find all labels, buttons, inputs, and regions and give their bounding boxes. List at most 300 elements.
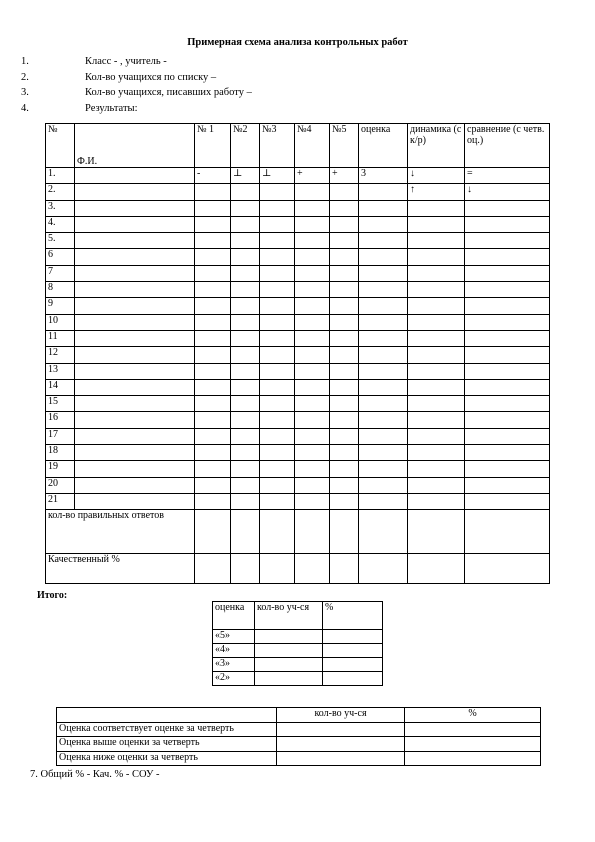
cell <box>195 379 231 395</box>
cell <box>359 379 408 395</box>
row-number: 20 <box>46 477 75 493</box>
cell <box>359 216 408 232</box>
table-row <box>46 330 550 346</box>
cell <box>195 510 231 554</box>
intro-item <box>21 85 252 101</box>
cell <box>408 477 465 493</box>
cell <box>260 493 295 509</box>
cell <box>75 330 195 346</box>
row-number: 1. <box>46 168 75 184</box>
grade-label: «3» <box>213 658 255 672</box>
cell <box>75 298 195 314</box>
cell-task-1: - <box>195 168 231 184</box>
cell <box>195 412 231 428</box>
results-table <box>45 123 550 584</box>
cell <box>330 396 359 412</box>
cell <box>75 216 195 232</box>
item-number: 2. <box>21 71 29 83</box>
cell <box>260 298 295 314</box>
cell <box>465 216 550 232</box>
table-row <box>46 412 550 428</box>
cell <box>195 249 231 265</box>
table-row <box>46 493 550 509</box>
cell <box>231 412 260 428</box>
cell <box>75 379 195 395</box>
cell <box>359 396 408 412</box>
cell <box>295 461 330 477</box>
cell-task-2: ⊥ <box>231 168 260 184</box>
table-row <box>46 379 550 395</box>
cell <box>323 672 383 686</box>
comparison-header-row <box>57 708 541 723</box>
header-task-2: №2 <box>231 124 260 168</box>
cell <box>295 554 330 584</box>
cell <box>277 751 405 766</box>
cell <box>359 282 408 298</box>
cell <box>231 461 260 477</box>
header-compare: сравнение (с четв. оц.) <box>465 124 550 168</box>
cell <box>255 658 323 672</box>
header-count: кол-во уч-ся <box>255 602 323 630</box>
cell <box>260 445 295 461</box>
row-number: 13 <box>46 363 75 379</box>
row-number: 14 <box>46 379 75 395</box>
cell <box>195 216 231 232</box>
cell <box>408 282 465 298</box>
comparison-label: Оценка соответствует оценке за четверть <box>57 722 277 737</box>
cell <box>408 330 465 346</box>
cell <box>408 249 465 265</box>
cell <box>330 200 359 216</box>
cell <box>231 379 260 395</box>
cell <box>295 233 330 249</box>
cell <box>295 477 330 493</box>
cell <box>330 298 359 314</box>
cell <box>330 282 359 298</box>
cell <box>359 445 408 461</box>
page-title: Примерная схема анализа контрольных работ <box>187 37 408 48</box>
cell <box>408 554 465 584</box>
cell-task-4: + <box>295 168 330 184</box>
table-row <box>46 282 550 298</box>
cell <box>195 461 231 477</box>
cell <box>465 396 550 412</box>
comparison-label: Оценка выше оценки за четверть <box>57 737 277 752</box>
row-number: 17 <box>46 428 75 444</box>
cell <box>295 428 330 444</box>
cell <box>405 751 541 766</box>
cell <box>295 200 330 216</box>
cell <box>260 233 295 249</box>
table-header-row <box>46 124 550 168</box>
grades-header-row <box>213 602 383 630</box>
cell-compare: ↓ <box>465 184 550 200</box>
table-row <box>46 249 550 265</box>
grades-row <box>213 630 383 644</box>
cell <box>195 428 231 444</box>
cell <box>295 412 330 428</box>
cell <box>260 363 295 379</box>
cell <box>277 722 405 737</box>
row-number: 6 <box>46 249 75 265</box>
cell <box>295 363 330 379</box>
cell <box>295 282 330 298</box>
cell <box>330 379 359 395</box>
grades-table <box>212 601 383 686</box>
cell <box>195 477 231 493</box>
cell <box>195 200 231 216</box>
cell <box>260 379 295 395</box>
cell <box>255 672 323 686</box>
cell <box>75 412 195 428</box>
intro-list <box>21 54 252 116</box>
cell <box>295 314 330 330</box>
cell <box>359 412 408 428</box>
cell <box>330 428 359 444</box>
cell <box>408 233 465 249</box>
header-label <box>57 708 277 723</box>
cell-grade: 3 <box>359 168 408 184</box>
cell <box>408 396 465 412</box>
cell <box>260 330 295 346</box>
cell <box>231 428 260 444</box>
cell <box>75 396 195 412</box>
cell <box>408 314 465 330</box>
correct-answers-label: кол-во правильных ответов <box>46 510 195 554</box>
cell <box>359 493 408 509</box>
header-fio: Ф.И. <box>75 124 195 168</box>
quality-label: Качественный % <box>46 554 195 584</box>
cell-dynamics: ↓ <box>408 168 465 184</box>
cell <box>330 477 359 493</box>
cell-fio <box>75 184 195 200</box>
cell <box>330 233 359 249</box>
cell <box>231 249 260 265</box>
cell <box>408 363 465 379</box>
cell <box>195 330 231 346</box>
row-number: 19 <box>46 461 75 477</box>
cell <box>195 314 231 330</box>
cell <box>295 298 330 314</box>
cell <box>408 200 465 216</box>
cell <box>408 216 465 232</box>
cell <box>359 330 408 346</box>
table-row <box>46 477 550 493</box>
cell <box>295 379 330 395</box>
cell <box>195 282 231 298</box>
cell <box>359 233 408 249</box>
header-task-1: № 1 <box>195 124 231 168</box>
cell <box>295 510 330 554</box>
row-number: 8 <box>46 282 75 298</box>
cell <box>295 249 330 265</box>
cell <box>408 445 465 461</box>
item-number: 4. <box>21 102 29 114</box>
cell <box>408 428 465 444</box>
cell <box>75 347 195 363</box>
cell <box>408 493 465 509</box>
cell <box>359 461 408 477</box>
cell <box>231 265 260 281</box>
cell <box>359 298 408 314</box>
cell <box>359 314 408 330</box>
table-row <box>46 200 550 216</box>
cell <box>260 477 295 493</box>
intro-item <box>21 54 252 70</box>
comparison-row <box>57 722 541 737</box>
cell-task-1 <box>195 184 231 200</box>
cell <box>295 330 330 346</box>
row-number: 11 <box>46 330 75 346</box>
cell <box>75 461 195 477</box>
cell <box>231 554 260 584</box>
cell <box>408 461 465 477</box>
cell <box>465 200 550 216</box>
header-task-5: №5 <box>330 124 359 168</box>
cell <box>260 510 295 554</box>
table-row <box>46 216 550 232</box>
header-pct: % <box>323 602 383 630</box>
cell-task-3 <box>260 184 295 200</box>
cell <box>277 737 405 752</box>
cell <box>408 265 465 281</box>
cell <box>75 265 195 281</box>
cell <box>330 445 359 461</box>
header-dynamics: динамика (с к/р) <box>408 124 465 168</box>
cell <box>330 314 359 330</box>
row-number: 2. <box>46 184 75 200</box>
cell <box>231 493 260 509</box>
cell <box>75 314 195 330</box>
cell <box>330 265 359 281</box>
cell <box>330 330 359 346</box>
cell <box>330 510 359 554</box>
row-number: 16 <box>46 412 75 428</box>
cell <box>260 216 295 232</box>
cell <box>231 445 260 461</box>
cell <box>408 412 465 428</box>
row-number: 12 <box>46 347 75 363</box>
item-text: Кол-во учащихся по списку – <box>85 71 217 83</box>
cell <box>465 314 550 330</box>
cell <box>75 493 195 509</box>
cell-task-3: ⊥ <box>260 168 295 184</box>
cell <box>359 265 408 281</box>
header-task-4: №4 <box>295 124 330 168</box>
comparison-row <box>57 751 541 766</box>
cell <box>465 379 550 395</box>
cell <box>75 249 195 265</box>
cell <box>359 363 408 379</box>
cell <box>359 200 408 216</box>
itogo-label: Итого: <box>37 590 68 601</box>
cell <box>195 233 231 249</box>
item-text: Кол-во учащихся, писавших работу – <box>85 87 252 98</box>
cell <box>75 233 195 249</box>
cell <box>75 363 195 379</box>
cell <box>195 396 231 412</box>
cell <box>359 477 408 493</box>
cell <box>465 265 550 281</box>
intro-item <box>21 101 252 117</box>
cell <box>231 510 260 554</box>
row-number: 3. <box>46 200 75 216</box>
cell-task-5 <box>330 184 359 200</box>
cell <box>359 510 408 554</box>
cell <box>260 347 295 363</box>
cell <box>465 554 550 584</box>
cell <box>231 396 260 412</box>
cell <box>330 249 359 265</box>
cell <box>255 630 323 644</box>
table-row <box>46 314 550 330</box>
comparison-row <box>57 737 541 752</box>
cell <box>295 493 330 509</box>
table-row <box>46 265 550 281</box>
cell <box>195 347 231 363</box>
cell <box>195 363 231 379</box>
cell <box>465 282 550 298</box>
cell <box>231 477 260 493</box>
cell <box>465 493 550 509</box>
row-number: 21 <box>46 493 75 509</box>
intro-item <box>21 70 252 86</box>
row-number: 15 <box>46 396 75 412</box>
cell <box>295 265 330 281</box>
cell <box>465 510 550 554</box>
cell <box>330 493 359 509</box>
header-grade: оценка <box>213 602 255 630</box>
item-text: Класс - , учитель - <box>85 56 167 67</box>
cell <box>231 314 260 330</box>
cell <box>195 493 231 509</box>
summary-line: 7. Общий % - Кач. % - СОУ - <box>30 769 160 780</box>
cell <box>195 554 231 584</box>
table-row <box>46 445 550 461</box>
item-text: Результаты: <box>85 102 138 114</box>
cell <box>465 298 550 314</box>
table-row <box>46 428 550 444</box>
cell <box>231 200 260 216</box>
cell <box>465 461 550 477</box>
cell <box>465 233 550 249</box>
cell <box>408 347 465 363</box>
cell <box>260 461 295 477</box>
item-number: 3. <box>21 87 29 98</box>
cell <box>231 216 260 232</box>
cell <box>408 379 465 395</box>
header-number: № <box>46 124 75 168</box>
cell <box>330 363 359 379</box>
cell <box>465 330 550 346</box>
cell <box>330 554 359 584</box>
table-row <box>46 233 550 249</box>
grade-label: «2» <box>213 672 255 686</box>
cell <box>195 265 231 281</box>
cell-grade <box>359 184 408 200</box>
cell <box>295 347 330 363</box>
header-task-3: №3 <box>260 124 295 168</box>
row-number: 4. <box>46 216 75 232</box>
cell-dynamics: ↑ <box>408 184 465 200</box>
cell <box>359 249 408 265</box>
correct-answers-row <box>46 510 550 554</box>
cell <box>359 428 408 444</box>
cell <box>260 412 295 428</box>
cell <box>260 428 295 444</box>
cell <box>359 347 408 363</box>
grade-label: «5» <box>213 630 255 644</box>
cell <box>260 200 295 216</box>
cell <box>260 396 295 412</box>
cell-fio <box>75 168 195 184</box>
cell <box>465 249 550 265</box>
grades-row <box>213 644 383 658</box>
cell <box>231 363 260 379</box>
cell <box>260 265 295 281</box>
row-number: 9 <box>46 298 75 314</box>
cell <box>330 216 359 232</box>
cell <box>75 477 195 493</box>
row-number: 10 <box>46 314 75 330</box>
comparison-label: Оценка ниже оценки за четверть <box>57 751 277 766</box>
cell <box>465 445 550 461</box>
cell <box>405 737 541 752</box>
cell <box>295 445 330 461</box>
cell <box>295 216 330 232</box>
row-number: 5. <box>46 233 75 249</box>
cell <box>231 282 260 298</box>
cell <box>75 282 195 298</box>
cell <box>465 347 550 363</box>
cell <box>260 282 295 298</box>
cell <box>231 298 260 314</box>
cell <box>408 510 465 554</box>
cell <box>323 644 383 658</box>
cell-task-4 <box>295 184 330 200</box>
cell <box>295 396 330 412</box>
header-pct: % <box>405 708 541 723</box>
cell-task-5: + <box>330 168 359 184</box>
cell <box>231 330 260 346</box>
grades-row <box>213 658 383 672</box>
header-grade: оценка <box>359 124 408 168</box>
cell <box>75 200 195 216</box>
cell <box>323 658 383 672</box>
cell <box>465 477 550 493</box>
table-row <box>46 461 550 477</box>
cell <box>195 445 231 461</box>
cell <box>75 445 195 461</box>
quality-row <box>46 554 550 584</box>
table-row <box>46 363 550 379</box>
cell <box>405 722 541 737</box>
item-number: 1. <box>21 56 29 67</box>
cell <box>408 298 465 314</box>
cell <box>330 347 359 363</box>
row-number: 7 <box>46 265 75 281</box>
header-count: кол-во уч-ся <box>277 708 405 723</box>
table-row <box>46 168 550 184</box>
cell <box>465 363 550 379</box>
cell-compare: = <box>465 168 550 184</box>
row-number: 18 <box>46 445 75 461</box>
grade-label: «4» <box>213 644 255 658</box>
comparison-table <box>56 707 541 766</box>
cell <box>330 461 359 477</box>
cell <box>359 554 408 584</box>
cell <box>231 347 260 363</box>
